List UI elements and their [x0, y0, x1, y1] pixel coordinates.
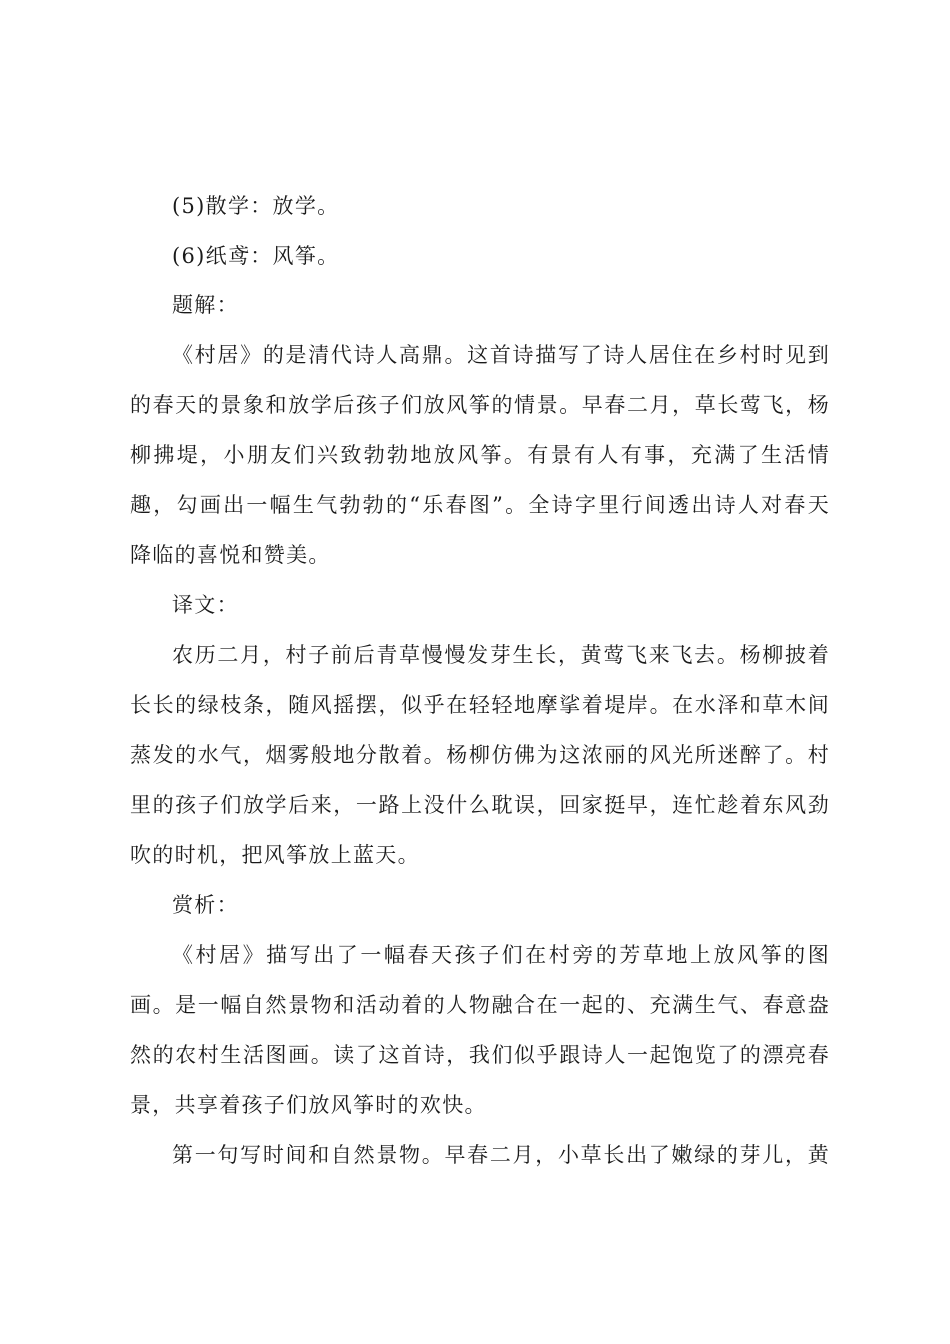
yiwen-line: 农历二月，村子前后青草慢慢发芽生长，黄莺飞来飞去。杨柳披着 — [172, 643, 830, 667]
yiwen-line: 里的孩子们放学后来，一路上没什么耽误，回家挺早，连忙趁着东风劲 — [130, 793, 830, 817]
note-5: (5)散学：放学。 — [172, 194, 340, 218]
yiwen-line: 吹的时机，把风筝放上蓝天。 — [130, 843, 420, 867]
yiwen-line: 蒸发的水气，烟雾般地分散着。杨柳仿佛为这浓丽的风光所迷醉了。村 — [130, 743, 830, 767]
shangxi-line: 画。是一幅自然景物和活动着的人物融合在一起的、充满生气、春意盎 — [130, 993, 830, 1017]
tijie-line: 趣，勾画出一幅生气勃勃的“乐春图”。全诗字里行间透出诗人对春天 — [130, 493, 830, 517]
shangxi-line: 景，共享着孩子们放风筝时的欢快。 — [130, 1093, 487, 1117]
tijie-line: 《村居》的是清代诗人高鼎。这首诗描写了诗人居住在乡村时见到 — [172, 343, 830, 367]
tijie-line: 的春天的景象和放学后孩子们放风筝的情景。早春二月，草长莺飞，杨 — [130, 393, 830, 417]
yiwen-line: 长长的绿枝条，随风摇摆，似乎在轻轻地摩挲着堤岸。在水泽和草木间 — [130, 693, 830, 717]
shangxi-line: 然的农村生活图画。读了这首诗，我们似乎跟诗人一起饱览了的漂亮春 — [130, 1043, 830, 1067]
tijie-line: 降临的喜悦和赞美。 — [130, 543, 331, 567]
last-paragraph-line: 第一句写时间和自然景物。早春二月，小草长出了嫩绿的芽儿，黄 — [172, 1143, 830, 1167]
tijie-line: 柳拂堤，小朋友们兴致勃勃地放风筝。有景有人有事，充满了生活情 — [130, 443, 830, 467]
shangxi-heading: 赏析： — [172, 893, 239, 917]
note-6: (6)纸鸢：风筝。 — [172, 244, 340, 268]
yiwen-heading: 译文： — [172, 593, 239, 617]
shangxi-line: 《村居》描写出了一幅春天孩子们在村旁的芳草地上放风筝的图 — [172, 943, 830, 967]
tijie-heading: 题解： — [172, 293, 239, 317]
